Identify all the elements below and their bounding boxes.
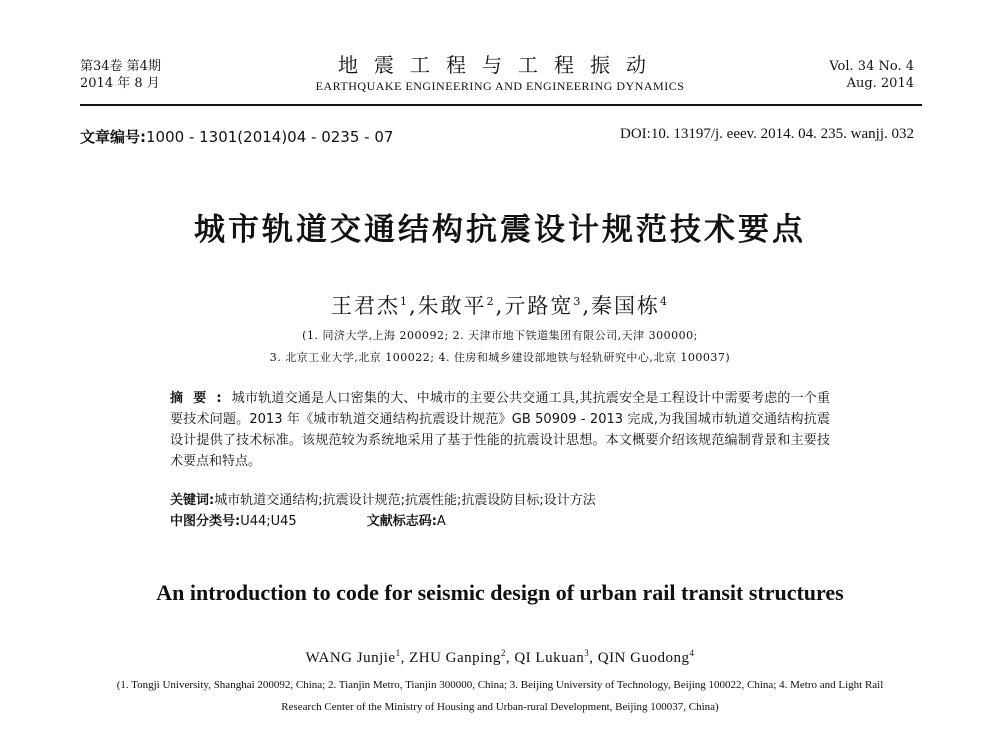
author-en-sup: 1 — [395, 648, 401, 658]
header-rule — [80, 104, 922, 106]
article-number — [80, 126, 393, 147]
abstract-label: 摘要: — [170, 391, 232, 406]
author-en-name: WANG Junjie — [305, 650, 396, 666]
abstract-text: 城市轨道交通是人口密集的大、中城市的主要公共交通工具,其抗震安全是工程设计中需要考虑的一个重要技术问题。2013 年《城市轨道交通结构抗震设计规范》GB 50909 - 2013 完成,为我国城市轨道交通结构抗震设计提供了技术标准。该规范较为系统地采用了基于性能的抗震设计思想。本文概要介绍该规范编制背景和主要技术要点和特点。 — [170, 391, 830, 469]
abstract-cn — [170, 388, 830, 472]
author-cn-name: 王君杰 — [330, 294, 400, 318]
article-number-value: 1000 - 1301(2014)04 - 0235 - 07 — [146, 128, 394, 146]
author-cn-sup: 2 — [486, 295, 496, 308]
authors-cn: 王君杰$^1$,朱敢平$^2$,亓路宽$^3$,秦国栋$^4$ — [330, 294, 670, 318]
affiliation-en: (1. Tongji University, Shanghai 200092, China; 2. Tianjin Metro, Tianjin 300000, China; 3. Beijing University of Technology, Beijing 100022, China; 4. Metro and Light Rail Research Center of the Ministry of Housing and Urban-rural Development, Beijing 100037, China) — [116, 679, 884, 713]
author-en-name: QIN Guodong — [597, 650, 690, 666]
author-en-name: ZHU Ganping — [409, 650, 501, 666]
author-cn-name: 亓路宽 — [504, 294, 574, 318]
author-cn-sup: 4 — [660, 295, 670, 308]
author-en-sup: 3 — [584, 648, 590, 658]
issue-cn: 第34卷 第4期 — [80, 59, 161, 74]
doc-code-label: 文献标志码: — [366, 514, 437, 529]
journal-title-en: EARTHQUAKE ENGINEERING AND ENGINEERING DYNAMICS — [315, 79, 685, 93]
doi: DOI:10. 13197/j. eeev. 2014. 04. 235. wanjj. 032 — [620, 126, 914, 142]
author-cn-name: 秦国栋 — [591, 294, 661, 318]
keywords-label: 关键词: — [170, 493, 215, 508]
author-cn-sup: 3 — [573, 295, 583, 308]
title-en: An introduction to code for seismic design of urban rail transit structures — [156, 580, 844, 605]
header-right — [829, 58, 914, 92]
keywords-cn — [170, 490, 830, 511]
title-cn: 城市轨道交通结构抗震设计规范技术要点 — [194, 212, 806, 248]
author-en-sup: 2 — [500, 648, 506, 658]
author-en-name: QI Lukuan — [514, 650, 585, 666]
author-cn-name: 朱敢平 — [417, 294, 487, 318]
journal-title-cn: 地震工程与工程振动 — [338, 53, 662, 77]
classification — [170, 511, 830, 532]
author-cn-sup: 1 — [399, 295, 409, 308]
authors-en: WANG Junjie$^1$, ZHU Ganping$^2$, QI Lukuan$^3$, QIN Guodong$^4$ — [305, 648, 695, 666]
class-label: 中图分类号: — [170, 514, 241, 529]
doc-code-value: A — [436, 514, 446, 529]
affiliation-cn-line2: 3. 北京工业大学,北京 100022; 4. 住房和城乡建设部地铁与轻轨研究中心,北京 100037) — [269, 351, 731, 364]
date-en: Aug. 2014 — [846, 76, 914, 91]
keywords-text: 城市轨道交通结构;抗震设计规范;抗震性能;抗震设防目标;设计方法 — [214, 493, 596, 508]
article-number-label: 文章编号: — [80, 128, 146, 146]
date-cn: 2014 年 8 月 — [80, 76, 160, 91]
author-en-sup: 4 — [689, 648, 695, 658]
class-value: U44;U45 — [240, 514, 297, 529]
affiliation-cn-line1: (1. 同济大学,上海 200092; 2. 天津市地下铁道集团有限公司,天津 300000; — [302, 329, 698, 342]
volume-en: Vol. 34 No. 4 — [829, 59, 914, 74]
